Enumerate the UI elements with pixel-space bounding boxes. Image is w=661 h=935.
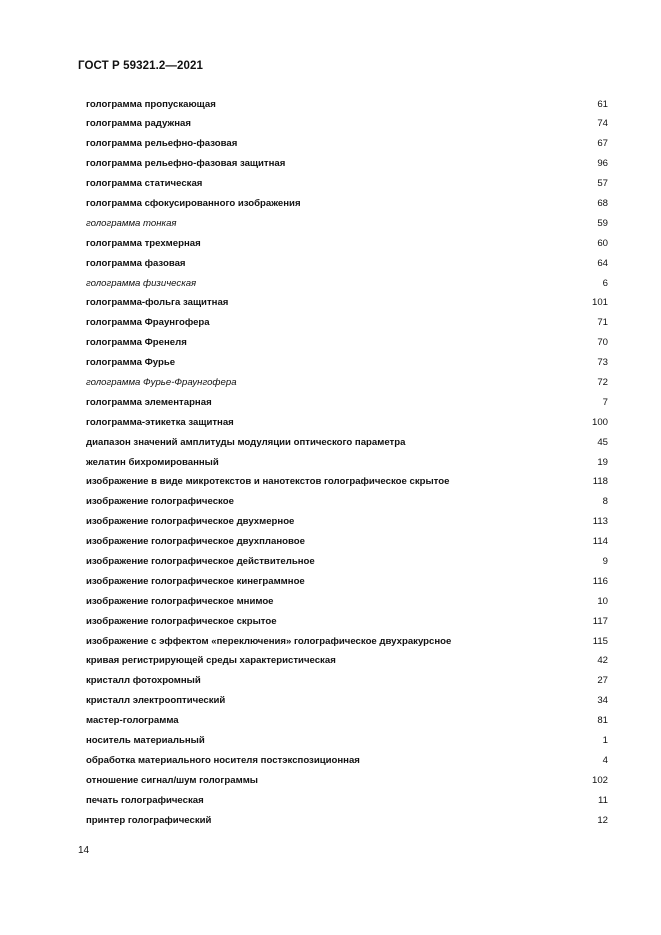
index-page-number: 70 [597,337,608,349]
index-page-number: 67 [597,138,608,150]
index-entry [86,552,608,572]
index-entry [86,512,608,532]
index-entry [86,791,608,811]
index-term: изображение голографическое двухмерное [86,516,295,528]
index-page-number: 59 [597,217,608,229]
index-page-number: 117 [592,615,608,627]
index-term: голограмма сфокусированного изображения [86,197,301,209]
index-entry [86,751,608,771]
index-page-number: 100 [591,416,608,428]
index-term: принтер голографический [86,814,212,826]
index-page-number: 10 [597,595,608,607]
index-entry [86,313,608,333]
index-term: обработка материального носителя постэкспозиционная [86,754,360,766]
index-page-number: 101 [591,297,608,309]
index-entry [86,472,608,492]
index-page-number: 4 [602,754,608,766]
index-entry [86,254,608,274]
index-term: печать голографическая [86,794,204,806]
index-term: кривая регистрирующей среды характеристическая [86,655,336,667]
index-page-number: 11 [598,794,608,806]
index-entry [86,691,608,711]
index-page-number: 9 [602,555,608,567]
index-entry [86,532,608,552]
index-page-number: 42 [597,655,608,667]
index-page-number: 64 [597,257,608,269]
index-term: изображение голографическое мнимое [86,595,274,607]
index-entry [86,612,608,632]
index-entry [86,154,608,174]
index-term: голограмма трехмерная [86,237,201,249]
index-page-number: 1 [602,735,608,746]
index-term: изображение голографическое [86,496,234,508]
index-page-number: 6 [602,277,608,289]
index-page-number: 73 [597,357,608,369]
index-term: голограмма тонкая [86,217,177,229]
index-term: кристалл электрооптический [86,695,226,707]
index-entry [86,353,608,373]
index-term: изображение голографическое двухплановое [86,536,305,548]
index-entry [86,293,608,313]
index-term: голограмма Фраунгофера [86,317,210,329]
index-term: кристалл фотохромный [86,675,201,687]
index-term: изображение с эффектом «переключения» голографическое двухракурсное [86,635,452,647]
index-entry [86,592,608,612]
index-page-number: 118 [592,476,608,488]
index-term: голограмма-фольга защитная [86,297,229,309]
index-entry [86,711,608,731]
index-page-number: 72 [597,376,608,388]
index-page-number: 45 [597,436,608,448]
index-term: голограмма Фурье-Фраунгофера [86,376,237,388]
index-page-number: 57 [597,178,608,190]
index-entry [86,632,608,652]
index-entry [86,333,608,353]
index-term: голограмма Френеля [86,337,187,349]
index-page-number: 27 [597,675,608,687]
index-page-number: 12 [597,814,608,826]
index-term: отношение сигнал/шум голограммы [86,774,258,786]
index-entry [86,731,608,751]
index-entry [86,393,608,413]
index-entry [86,453,608,473]
index-term: голограмма рельефно-фазовая защитная [86,158,286,170]
index-entry [86,114,608,134]
alphabetical-index [86,95,608,831]
index-entry [86,134,608,154]
index-page-number: 19 [597,456,608,468]
index-term: голограмма рельефно-фазовая [86,138,238,150]
index-entry [86,651,608,671]
index-entry [86,413,608,433]
index-entry [86,433,608,453]
index-page-number: 7 [602,396,608,408]
index-term: мастер-голограмма [86,715,179,727]
page-number: 14 [78,845,90,856]
index-page-number: 81 [597,715,608,727]
index-page-number: 114 [592,536,608,548]
index-entry [86,492,608,512]
index-entry [86,95,608,115]
index-page-number: 71 [597,317,608,329]
index-entry [86,174,608,194]
index-entry [86,572,608,592]
index-page-number: 68 [597,197,608,209]
document-header: ГОСТ Р 59321.2—2021 [78,60,203,72]
index-page-number: 8 [602,496,608,508]
index-term: голограмма пропускающая [86,98,216,110]
index-term: голограмма радужная [86,118,191,130]
index-entry [86,771,608,791]
index-page-number: 61 [597,98,608,110]
index-entry [86,234,608,254]
index-page-number: 115 [592,635,608,647]
index-term: изображение в виде микротекстов и нанотекстов голографическое скрытое [86,476,450,488]
index-term: желатин бихромированный [86,456,219,468]
index-page-number: 74 [597,118,608,130]
index-term: голограмма элементарная [86,396,212,408]
index-page-number: 102 [591,774,608,786]
index-term: изображение голографическое кинеграммное [86,575,305,587]
index-entry [86,274,608,294]
index-entry [86,811,608,831]
index-term: голограмма-этикетка защитная [86,416,234,428]
index-term: изображение голографическое скрытое [86,615,277,627]
index-page-number: 116 [592,575,608,587]
index-entry [86,194,608,214]
index-term: диапазон значений амплитуды модуляции оптического параметра [86,436,406,448]
index-term: голограмма Фурье [86,357,176,369]
index-term: голограмма физическая [86,277,197,289]
index-page-number: 34 [597,695,608,707]
index-term: голограмма статическая [86,178,203,190]
index-term: изображение голографическое действительное [86,555,315,567]
index-term: носитель материальный [86,735,205,746]
index-entry [86,214,608,234]
index-page-number: 96 [597,158,608,170]
index-entry [86,373,608,393]
index-term: голограмма фазовая [86,257,186,269]
index-page-number: 113 [592,516,608,528]
index-entry [86,671,608,691]
index-page-number: 60 [597,237,608,249]
